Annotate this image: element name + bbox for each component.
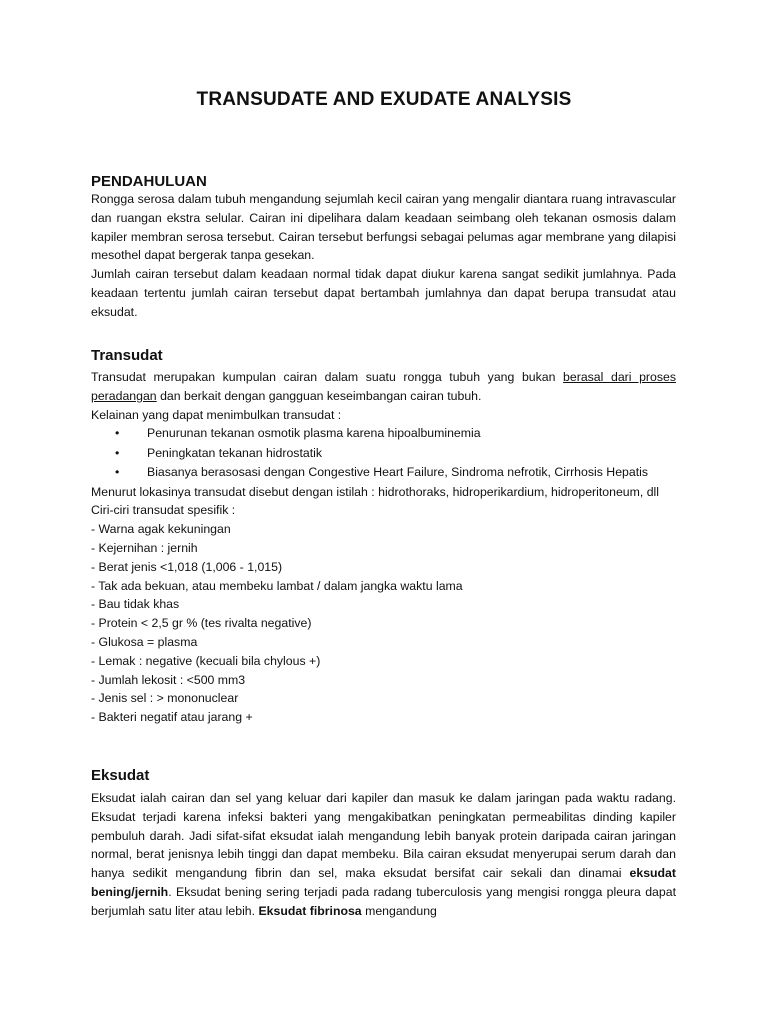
bullet-list <box>91 424 676 482</box>
text-run: mengandung <box>361 903 437 918</box>
list-item: - Jumlah lekosit : <500 mm3 <box>91 672 246 687</box>
list-item <box>91 424 676 443</box>
section-heading-pendahuluan: PENDAHULUAN <box>91 173 207 190</box>
list-item: - Protein < 2,5 gr % (tes rivalta negative) <box>91 616 312 631</box>
section-heading-eksudat: Eksudat <box>91 767 150 784</box>
text-run: Transudat merupakan kumpulan cairan dalam suatu rongga tubuh yang bukan <box>91 370 564 384</box>
list-item-text: Peningkatan tekanan hidrostatik <box>147 445 323 460</box>
list-item: - Bakteri negatif atau jarang + <box>91 710 253 725</box>
text-run: Eksudat ialah cairan dan sel yang keluar dari kapiler dan masuk ke dalam jaringan pada waktu radang. Eksudat terjadi karena infeksi bakteri yang mengakibatkan peningkatan permeabilitas dinding kapiler pembuluh darah. Jadi sifat-sifat eksudat ialah mengandung lebih banyak protein daripada cairan jaringan normal, berat jenisnya lebih tinggi dan dapat membeku. Bila cairan eksudat menyerupai serum darah dan hanya sedikit mengandung fibrin dan sel, maka eksudat bersifat cair sekali dan dinamai <box>91 791 676 881</box>
list-item <box>91 444 676 463</box>
document-title: TRANSUDATE AND EXUDATE ANALYSIS <box>196 89 572 110</box>
list-item: - Lemak : negative (kecuali bila chylous +) <box>91 653 321 668</box>
ciri-list <box>91 520 676 727</box>
bullet-icon: • <box>115 426 120 441</box>
list-item: - Glukosa = plasma <box>91 634 198 649</box>
paragraph <box>91 789 676 921</box>
text-run: . Eksudat bening sering terjadi pada radang tuberculosis yang mengisi rongga pleura dapat berjumlah satu liter atau lebih. <box>91 884 676 918</box>
paragraph: Rongga serosa dalam tubuh mengandung sejumlah kecil cairan yang mengalir diantara ruang intravascular dan ruangan ekstra selular. Cairan ini dipelihara dalam keadaan seimbang oleh tekanan osmosis dalam kapiler membran serosa tersebut. Cairan tersebut berfungsi sebagai pelumas agar membrane yang dilapisi mesothel dapat bergerak tanpa gesekan. <box>91 192 676 263</box>
list-label: Kelainan yang dapat menimbulkan transudat : <box>91 407 342 422</box>
list-item-text: Penurunan tekanan osmotik plasma karena hipoalbuminemia <box>147 426 481 441</box>
list-item: - Jenis sel : > mononuclear <box>91 691 239 706</box>
text-run: dan berkait dengan gangguan keseimbangan cairan tubuh. <box>156 388 482 403</box>
section-body-pendahuluan <box>91 190 676 322</box>
bullet-icon: • <box>115 445 120 460</box>
list-item: - Bau tidak khas <box>91 597 180 612</box>
bullet-icon: • <box>115 465 120 480</box>
paragraph: Menurut lokasinya transudat disebut dengan istilah : hidrothoraks, hidroperikardium, hidroperitoneum, dll <box>91 484 660 499</box>
list-item: - Tak ada bekuan, atau membeku lambat / dalam jangka waktu lama <box>91 578 463 593</box>
section-body-eksudat <box>91 789 676 921</box>
underlined-phrase: berasal dari proses peradangan <box>91 370 676 403</box>
section-body-transudat <box>91 368 676 727</box>
section-heading-transudat: Transudat <box>91 347 163 364</box>
list-item-text: Biasanya berasosasi dengan Congestive Heart Failure, Sindroma nefrotik, Cirrhosis Hepatis <box>147 465 649 480</box>
list-label: Ciri-ciri transudat spesifik : <box>91 503 236 518</box>
bold-term: eksudat bening/jernih <box>91 866 676 899</box>
list-item <box>91 463 676 482</box>
paragraph: Jumlah cairan tersebut dalam keadaan normal tidak dapat diukur karena sangat sedikit jumlahnya. Pada keadaan tertentu jumlah cairan tersebut dapat bertambah jumlahnya dan dapat berupa transudat atau eksudat. <box>91 267 676 319</box>
list-item: - Kejernihan : jernih <box>91 541 198 555</box>
list-item: - Berat jenis <1,018 (1,006 - 1,015) <box>91 559 283 574</box>
bold-term: Eksudat fibrinosa <box>258 903 362 918</box>
list-item: - Warna agak kekuningan <box>91 522 231 537</box>
paragraph <box>91 368 676 406</box>
